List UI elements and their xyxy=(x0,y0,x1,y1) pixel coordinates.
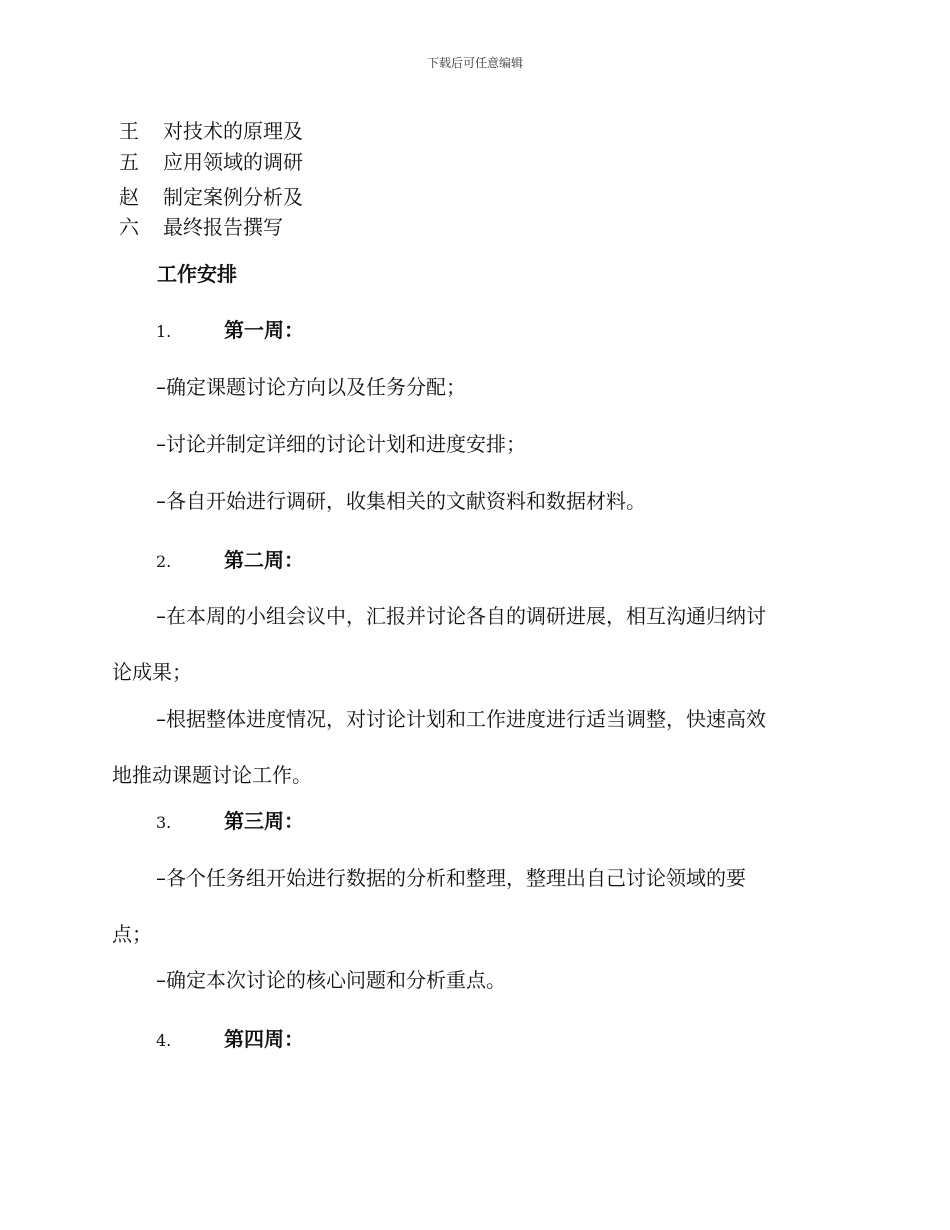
item-line: –讨论并制定详细的讨论计划和进度安排； xyxy=(156,432,526,456)
week-label: 第一周： xyxy=(224,318,304,342)
week-item xyxy=(112,952,832,1008)
item-line: –确定本次讨论的核心问题和分析重点。 xyxy=(156,968,506,992)
week-label: 第四周： xyxy=(224,1027,304,1051)
item-line: –各自开始进行调研，收集相关的文献资料和数据材料。 xyxy=(156,489,646,513)
member-task: 对技术的原理及 xyxy=(163,119,303,143)
week-item xyxy=(112,359,832,415)
member-task: 最终报告撰写 xyxy=(163,215,283,239)
week-item xyxy=(112,691,832,803)
week-item xyxy=(112,416,832,472)
member-name: 六 xyxy=(119,215,139,239)
week-number: 4. xyxy=(156,1031,172,1050)
item-line: –确定课题讨论方向以及任务分配； xyxy=(156,375,466,399)
item-line: –在本周的小组会议中，汇报并讨论各自的调研进展，相互沟通归纳讨 xyxy=(156,604,766,628)
item-line: –各个任务组开始进行数据的分析和整理，整理出自己讨论领域的要 xyxy=(156,866,746,890)
week-item xyxy=(112,588,832,700)
member-name: 五 xyxy=(119,150,139,174)
member-name: 赵 xyxy=(119,185,139,209)
week-number: 3. xyxy=(156,813,172,832)
week-number: 1. xyxy=(156,322,172,341)
item-line: 论成果； xyxy=(112,660,192,684)
week-item xyxy=(112,473,832,529)
member-name: 王 xyxy=(119,119,139,143)
member-task: 制定案例分析及 xyxy=(163,185,303,209)
week-item xyxy=(112,850,832,962)
section-title: 工作安排 xyxy=(157,262,237,286)
item-line: 地推动课题讨论工作。 xyxy=(112,763,312,787)
item-line: –根据整体进度情况，对讨论计划和工作进度进行适当调整，快速高效 xyxy=(156,707,766,731)
item-line: 点； xyxy=(112,922,152,946)
member-task: 应用领域的调研 xyxy=(163,150,303,174)
week-label: 第三周： xyxy=(224,809,304,833)
week-number: 2. xyxy=(156,552,172,571)
page-header: 下载后可任意编辑 xyxy=(426,56,523,70)
week-label: 第二周： xyxy=(224,548,304,572)
